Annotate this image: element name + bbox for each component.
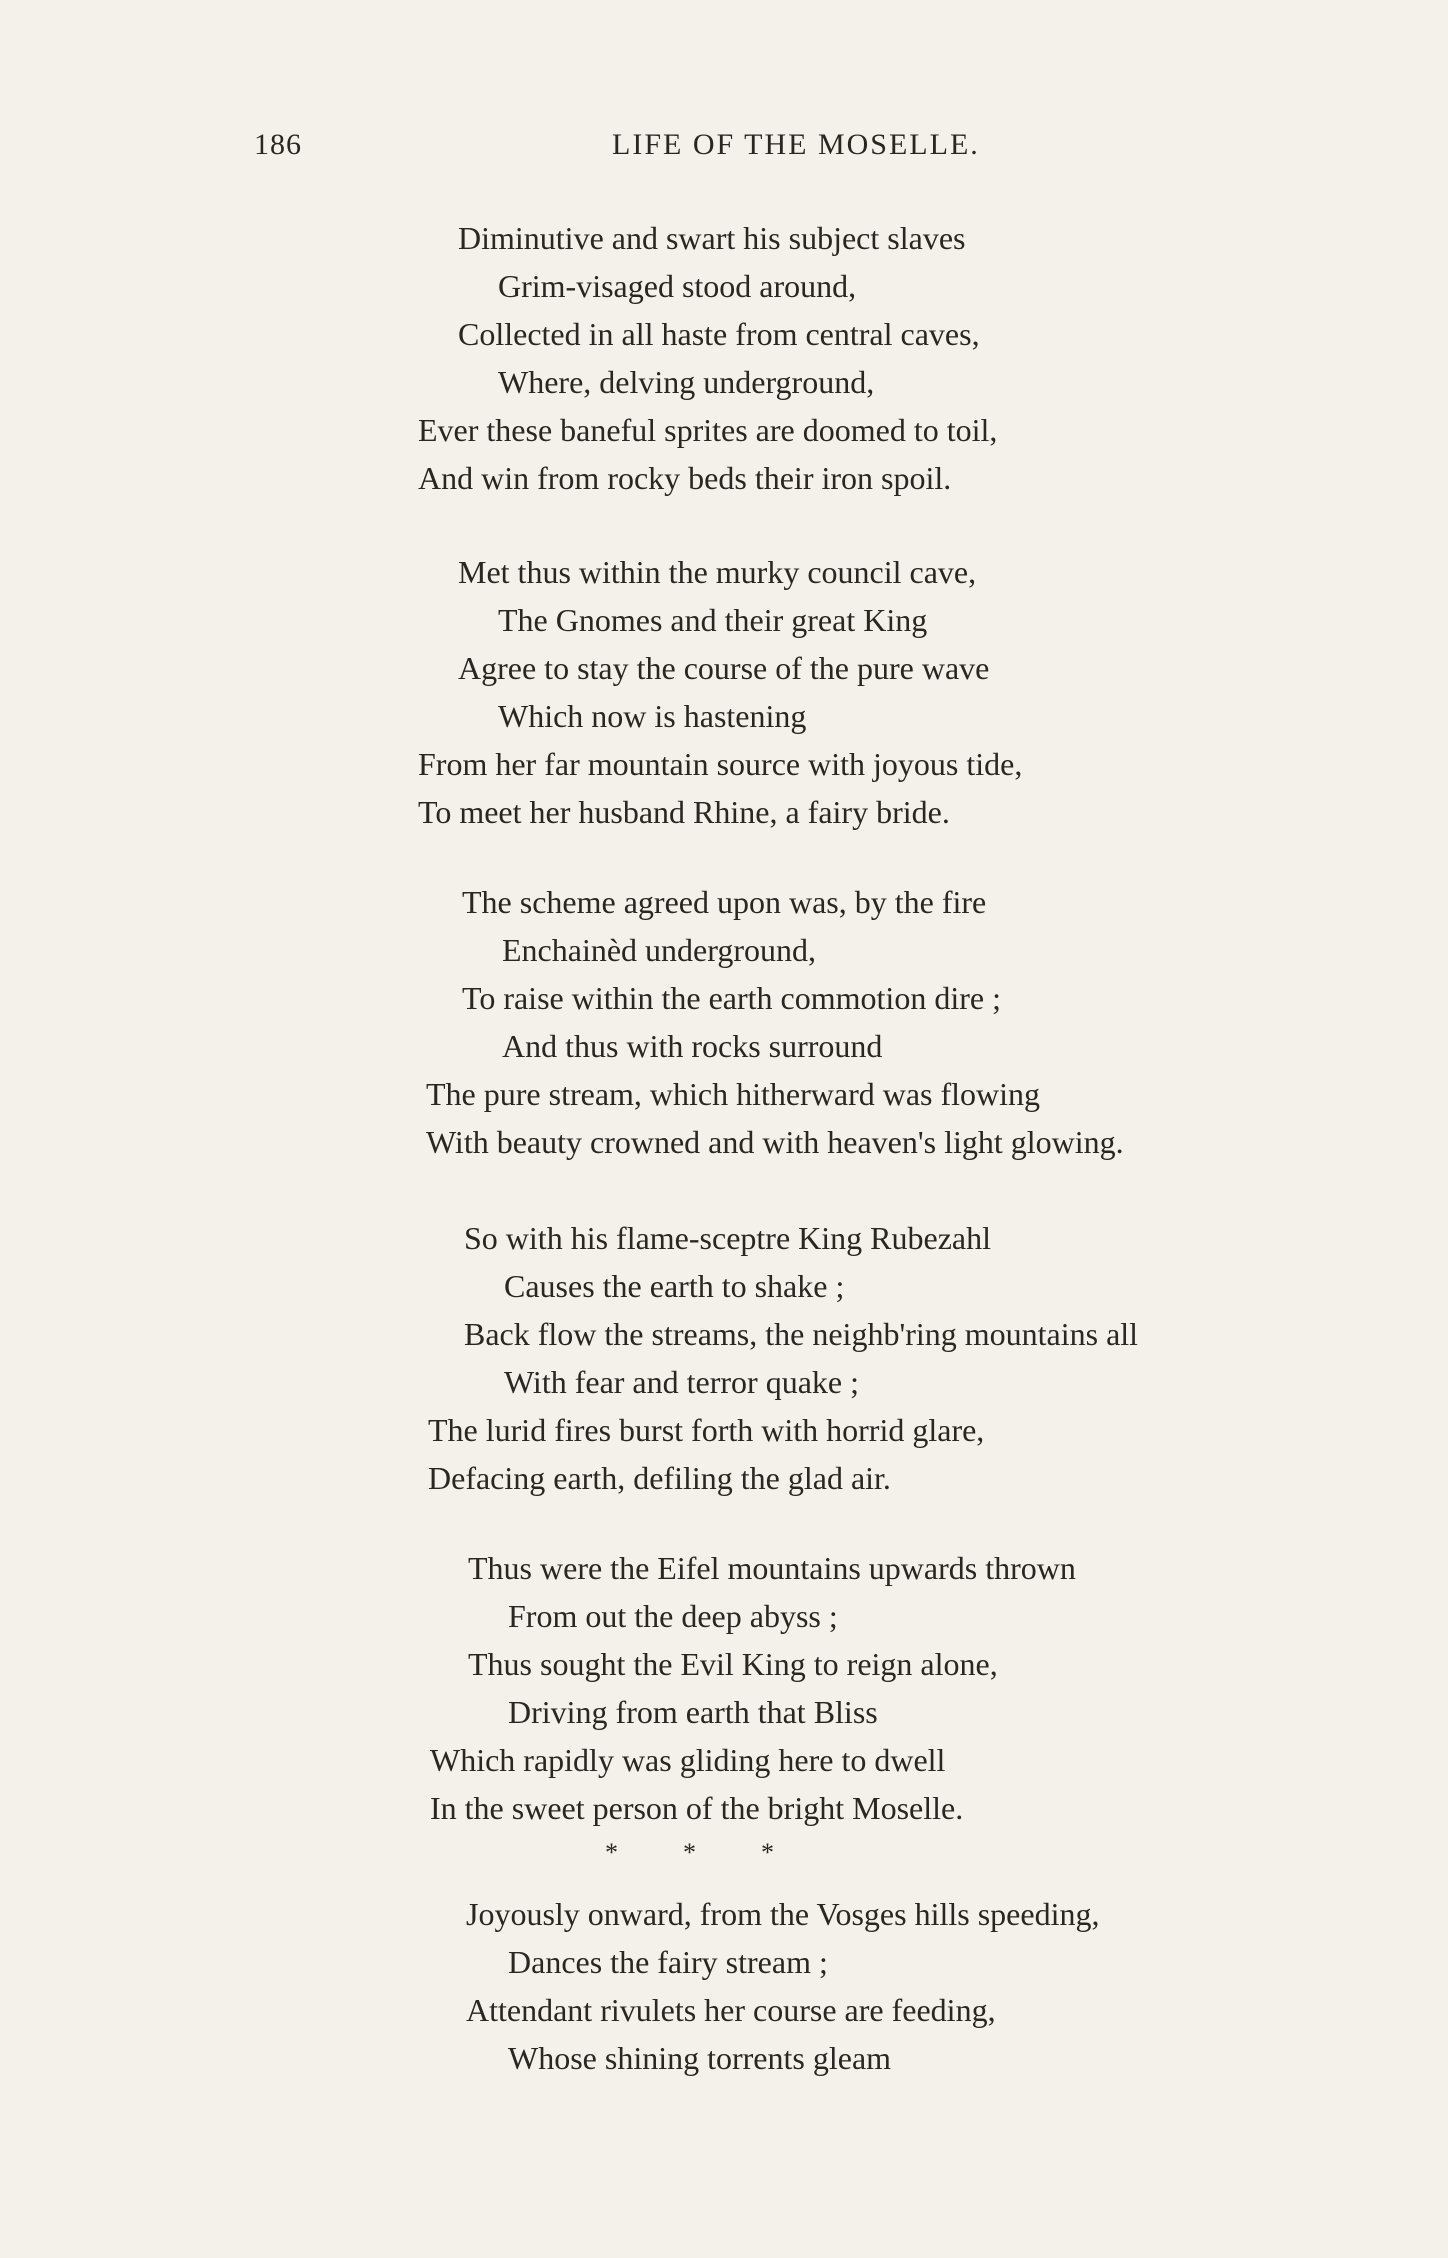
poem-line: The lurid fires burst forth with horrid glare, [428,1412,985,1448]
poem-line: Back flow the streams, the neighb'ring mountains all [464,1316,1139,1352]
poem-line: Joyously onward, from the Vosges hills speeding, [466,1896,1100,1932]
poem-line: Diminutive and swart his subject slaves [458,220,966,256]
poem-line: Dances the fairy stream ; [508,1944,828,1980]
running-head [0,128,1448,168]
poem-line: To meet her husband Rhine, a fairy bride. [418,794,950,830]
poem-line: Met thus within the murky council cave, [458,554,977,590]
page-number: 186 [254,128,302,161]
poem-line: Enchainèd underground, [502,932,816,968]
poem-line: And win from rocky beds their iron spoil. [418,460,952,496]
poem-line: Whose shining torrents gleam [508,2040,892,2076]
poem-line: Thus were the Eifel mountains upwards thrown [468,1550,1076,1586]
poem-line: So with his flame-sceptre King Rubezahl [464,1220,991,1256]
poem-line: Which rapidly was gliding here to dwell [430,1742,946,1778]
poem-line: From out the deep abyss ; [508,1598,838,1634]
poem-line: Causes the earth to shake ; [504,1268,845,1304]
running-title: LIFE OF THE MOSELLE. [612,128,980,161]
poem-line: Attendant rivulets her course are feeding, [466,1992,996,2028]
poem-line: The Gnomes and their great King [498,602,928,638]
poem-line: Ever these baneful sprites are doomed to toil, [418,412,998,448]
poem-line: The scheme agreed upon was, by the fire [462,884,987,920]
poem-line: Driving from earth that Bliss [508,1694,878,1730]
poem-line: Which now is hastening [498,698,807,734]
poem-line: Agree to stay the course of the pure wave [458,650,990,686]
poem-line: Defacing earth, defiling the glad air. [428,1460,891,1496]
section-break-asterisks: * * * [605,1838,774,1867]
poem-line: Where, delving underground, [498,364,875,400]
poem-line: Collected in all haste from central caves, [458,316,980,352]
poem-line: To raise within the earth commotion dire ; [462,980,1001,1016]
poem-line: And thus with rocks surround [502,1028,883,1064]
poem-line: In the sweet person of the bright Moselle. [430,1790,964,1826]
poem-line: Thus sought the Evil King to reign alone, [468,1646,998,1682]
poem-line: From her far mountain source with joyous tide, [418,746,1023,782]
poem-line: Grim-visaged stood around, [498,268,857,304]
poem-line: The pure stream, which hitherward was flowing [426,1076,1041,1112]
poem-line: With fear and terror quake ; [504,1364,859,1400]
poem-line: With beauty crowned and with heaven's light glowing. [426,1124,1124,1160]
